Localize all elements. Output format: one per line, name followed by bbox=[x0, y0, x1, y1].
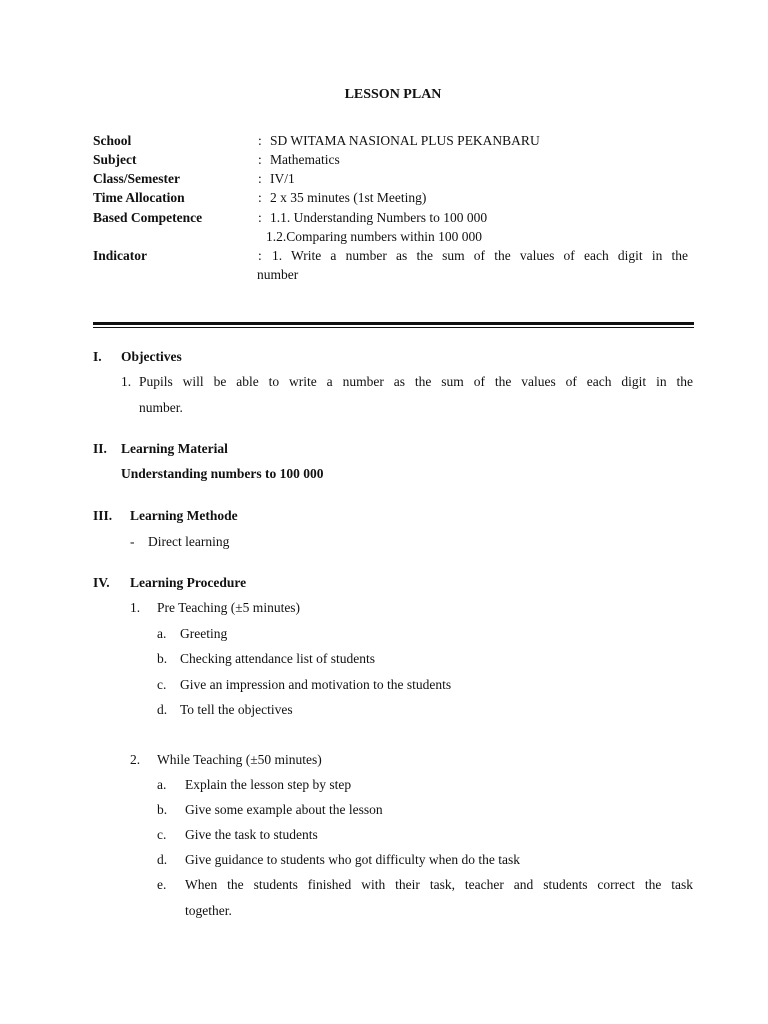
section-number: II. bbox=[93, 441, 107, 456]
procedure-step-number: 2. bbox=[130, 752, 141, 767]
competence-value-1: 1.1. Understanding Numbers to 100 000 bbox=[270, 210, 488, 225]
list-item: Explain the lesson step by step bbox=[185, 777, 352, 792]
objective-item-number: 1. bbox=[121, 374, 132, 389]
indicator-value-line1: 1. Write a number as the sum of the values of each digit in the bbox=[272, 248, 688, 263]
colon: : bbox=[258, 210, 262, 225]
document-title: LESSON PLAN bbox=[344, 87, 442, 102]
subject-label: Subject bbox=[93, 152, 137, 167]
list-item: To tell the objectives bbox=[180, 702, 293, 717]
procedure-step-number: 1. bbox=[130, 600, 141, 615]
list-item-letter: c. bbox=[157, 677, 167, 692]
divider-thin bbox=[93, 327, 694, 328]
list-item-letter: b. bbox=[157, 651, 168, 666]
section-number: IV. bbox=[93, 575, 110, 590]
pre-teaching-title: Pre Teaching (±5 minutes) bbox=[157, 600, 301, 615]
learning-methode-item: Direct learning bbox=[148, 534, 230, 549]
time-allocation-label: Time Allocation bbox=[93, 190, 185, 205]
indicator-value-line2: number bbox=[257, 267, 299, 282]
objective-item-line1: Pupils will be able to write a number as the sum of the values of each digit in the bbox=[139, 374, 693, 389]
section-title-objectives: Objectives bbox=[121, 349, 182, 364]
colon: : bbox=[258, 248, 262, 263]
list-item-letter: a. bbox=[157, 626, 167, 641]
list-item: When the students finished with their task, teacher and students correct the task bbox=[185, 877, 693, 892]
school-value: SD WITAMA NASIONAL PLUS PEKANBARU bbox=[270, 133, 540, 148]
list-item-letter: a. bbox=[157, 777, 167, 792]
list-item-letter: d. bbox=[157, 702, 168, 717]
list-item-letter: e. bbox=[157, 877, 167, 892]
list-item-letter: b. bbox=[157, 802, 168, 817]
class-semester-label: Class/Semester bbox=[93, 171, 180, 186]
colon: : bbox=[258, 190, 262, 205]
list-item: Greeting bbox=[180, 626, 228, 641]
section-number: I. bbox=[93, 349, 102, 364]
list-dash: - bbox=[130, 534, 135, 549]
indicator-label: Indicator bbox=[93, 248, 147, 263]
while-teaching-title: While Teaching (±50 minutes) bbox=[157, 752, 322, 767]
list-item: Checking attendance list of students bbox=[180, 651, 375, 666]
colon: : bbox=[258, 133, 262, 148]
list-item-continuation: together. bbox=[185, 903, 232, 918]
section-title-learning-material: Learning Material bbox=[121, 441, 228, 456]
list-item-letter: d. bbox=[157, 852, 168, 867]
competence-label: Based Competence bbox=[93, 210, 203, 225]
colon: : bbox=[258, 152, 262, 167]
class-semester-value: IV/1 bbox=[270, 171, 295, 186]
section-title-learning-methode: Learning Methode bbox=[130, 508, 238, 523]
list-item: Give an impression and motivation to the students bbox=[180, 677, 452, 692]
divider-thick bbox=[93, 322, 694, 325]
list-item: Give guidance to students who got difficulty when do the task bbox=[185, 852, 520, 867]
section-title-learning-procedure: Learning Procedure bbox=[130, 575, 247, 590]
time-allocation-value: 2 x 35 minutes (1st Meeting) bbox=[270, 190, 427, 205]
list-item: Give the task to students bbox=[185, 827, 318, 842]
subject-value: Mathematics bbox=[270, 152, 340, 167]
list-item-letter: c. bbox=[157, 827, 167, 842]
competence-value-2: 1.2.Comparing numbers within 100 000 bbox=[266, 229, 482, 244]
colon: : bbox=[258, 171, 262, 186]
learning-material-subtitle: Understanding numbers to 100 000 bbox=[121, 466, 324, 481]
list-item: Give some example about the lesson bbox=[185, 802, 383, 817]
section-number: III. bbox=[93, 508, 113, 523]
objective-item-line2: number. bbox=[139, 400, 183, 415]
school-label: School bbox=[93, 133, 132, 148]
